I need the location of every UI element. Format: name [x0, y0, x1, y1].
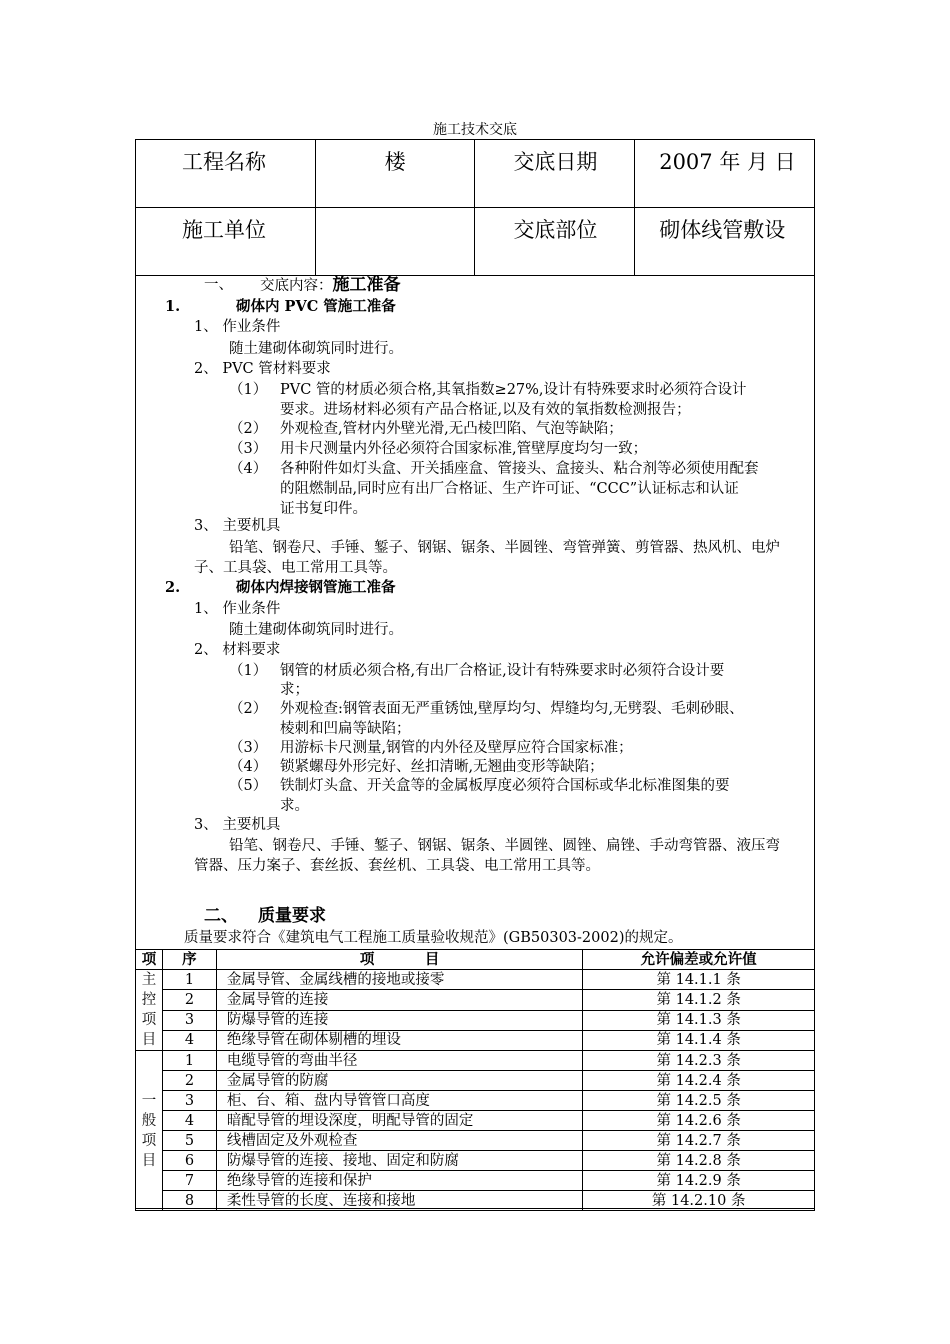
header-row-2 [136, 208, 815, 276]
section2-title: 质量要求 [258, 906, 326, 926]
row-allowance: 第 14.1.1 条 [583, 970, 815, 990]
col-header-category: 项 [136, 950, 163, 970]
row-seq: 3 [162, 1010, 216, 1030]
pvc-condition-text: 随土建砌体砌筑同时进行。 [229, 341, 403, 357]
steel-item-number: （5） [229, 778, 268, 794]
header-row-1 [136, 140, 815, 208]
pvc-material-label: 2、 PVC 管材料要求 [194, 361, 331, 377]
pvc-tools-line: 铅笔、钢卷尺、手锤、錾子、钢锯、锯条、半圆锉、弯管弹簧、剪管器、热风机、电炉 [229, 540, 780, 556]
table-row [136, 990, 815, 1010]
category-char: 一 [141, 1092, 157, 1109]
row-seq: 2 [162, 990, 216, 1010]
document-title: 施工技术交底 [433, 122, 517, 138]
category-char: 目 [141, 1032, 157, 1048]
steel-item-line: 求； [280, 682, 309, 698]
category-char: 目 [141, 1152, 157, 1169]
row-allowance: 第 14.2.9 条 [583, 1171, 815, 1191]
table-row [136, 1030, 815, 1050]
table-row [136, 1010, 815, 1030]
project-name-value: 楼 [315, 140, 475, 208]
steel-condition-text: 随土建砌体砌筑同时进行。 [229, 622, 403, 638]
unit-label: 施工单位 [136, 208, 316, 276]
row-seq: 4 [162, 1111, 216, 1131]
general-category [136, 1051, 163, 1211]
steel-item-number: （4） [229, 759, 268, 775]
table-row [136, 1111, 815, 1131]
pvc-item-number: （1） [229, 382, 268, 398]
table-row [136, 1091, 815, 1111]
section2-text: 质量要求符合《建筑电气工程施工质量验收规范》(GB50303-2002)的规定。 [184, 930, 683, 946]
steel-item-line: 锁紧螺母外形完好、丝扣清晰,无翘曲变形等缺陷； [280, 759, 604, 775]
steel-item-line: 棱刺和凹扁等缺陷； [280, 721, 411, 737]
row-item: 防爆导管的连接、接地、固定和防腐 [216, 1151, 582, 1171]
row-allowance: 第 14.2.3 条 [583, 1051, 815, 1071]
table-row [136, 1071, 815, 1091]
steel-item-number: （1） [229, 663, 268, 679]
row-item: 暗配导管的埋设深度，明配导管的固定 [216, 1111, 582, 1131]
steel-item-line: 外观检查:钢管表面无严重锈蚀,壁厚均匀、焊缝均匀,无劈裂、毛刺砂眼、 [280, 701, 744, 717]
row-seq: 2 [162, 1071, 216, 1091]
row-seq: 8 [162, 1191, 216, 1211]
row-item: 绝缘导管在砌体剔槽的埋设 [216, 1030, 582, 1050]
section1-number: 一、 [204, 277, 233, 293]
pvc-number: 1. [165, 298, 181, 315]
category-char: 控 [141, 992, 157, 1008]
row-allowance: 第 14.2.10 条 [583, 1191, 815, 1211]
row-seq: 3 [162, 1091, 216, 1111]
table-row [136, 1151, 815, 1171]
row-item: 线槽固定及外观检查 [216, 1131, 582, 1151]
pvc-title: 砌体内 PVC 管施工准备 [236, 298, 396, 315]
date-value: 2007 年 月 日 [635, 140, 815, 208]
steel-number: 2. [165, 579, 181, 596]
pvc-item-number: （3） [229, 441, 268, 457]
row-item: 绝缘导管的连接和保护 [216, 1171, 582, 1191]
section1-heading [260, 275, 401, 296]
pvc-item-line: PVC 管的材质必须合格,其氧指数≥27%,设计有特殊要求时必须符合设计 [280, 382, 747, 398]
pvc-item-line: 证书复印件。 [280, 501, 367, 517]
col-header-allowance: 允许偏差或允许值 [583, 950, 815, 970]
col-header-seq: 序 [162, 950, 216, 970]
steel-item-number: （3） [229, 740, 268, 756]
steel-item-line: 铁制灯头盒、开关盒等的金属板厚度必须符合国标或华北标准图集的要 [280, 778, 730, 794]
steel-item-line: 求。 [280, 798, 309, 814]
pvc-condition-label: 1、 作业条件 [194, 319, 281, 335]
pvc-tools-line: 子、工具袋、电工常用工具等。 [194, 560, 397, 576]
pvc-tools-label: 3、 主要机具 [194, 518, 281, 534]
row-allowance: 第 14.2.5 条 [583, 1091, 815, 1111]
date-label: 交底日期 [475, 140, 635, 208]
row-item: 柔性导管的长度、连接和接地 [216, 1191, 582, 1211]
part-value: 砌体线管敷设 [635, 208, 815, 276]
quality-table [135, 949, 815, 1211]
project-header-table [135, 139, 815, 276]
unit-value [315, 208, 475, 276]
row-seq: 1 [162, 1051, 216, 1071]
steel-item-line: 钢管的材质必须合格,有出厂合格证,设计有特殊要求时必须符合设计要 [280, 663, 725, 679]
steel-condition-label: 1、 作业条件 [194, 601, 281, 617]
table-row [136, 1171, 815, 1191]
quality-header-row [136, 950, 815, 970]
main-control-category [136, 970, 163, 1051]
pvc-item-line: 外观检查,管材内外壁光滑,无凸棱凹陷、气泡等缺陷； [280, 421, 623, 437]
pvc-item-line: 用卡尺测量内外径必须符合国家标准,管壁厚度均匀一致； [280, 441, 648, 457]
pvc-item-line: 各种附件如灯头盒、开关插座盒、管接头、盒接头、粘合剂等必须使用配套 [280, 461, 759, 477]
steel-title: 砌体内焊接钢管施工准备 [236, 579, 396, 596]
row-item: 电缆导管的弯曲半径 [216, 1051, 582, 1071]
part-label: 交底部位 [475, 208, 635, 276]
section1-title: 施工准备 [332, 275, 401, 295]
row-seq: 1 [162, 970, 216, 990]
table-row [136, 1191, 815, 1211]
row-item: 防爆导管的连接 [216, 1010, 582, 1030]
row-seq: 5 [162, 1131, 216, 1151]
category-char: 项 [141, 1012, 157, 1028]
pvc-item-number: （2） [229, 421, 268, 437]
table-row [136, 970, 815, 990]
section2-number: 二、 [204, 906, 238, 926]
table-row [136, 1131, 815, 1151]
row-item: 金属导管、金属线槽的接地或接零 [216, 970, 582, 990]
pvc-item-line: 要求。进场材料必须有产品合格证,以及有效的氧指数检测报告； [280, 402, 691, 418]
row-item: 柜、台、箱、盘内导管管口高度 [216, 1091, 582, 1111]
row-seq: 4 [162, 1030, 216, 1050]
table-row [136, 1051, 815, 1071]
pvc-item-number: （4） [229, 461, 268, 477]
row-allowance: 第 14.2.8 条 [583, 1151, 815, 1171]
row-allowance: 第 14.1.2 条 [583, 990, 815, 1010]
steel-item-number: （2） [229, 701, 268, 717]
steel-tools-line: 管器、压力案子、套丝扳、套丝机、工具袋、电工常用工具等。 [194, 858, 600, 874]
row-item: 金属导管的连接 [216, 990, 582, 1010]
section1-prefix: 交底内容： [260, 278, 333, 294]
row-allowance: 第 14.1.4 条 [583, 1030, 815, 1050]
steel-tools-label: 3、 主要机具 [194, 817, 281, 833]
row-seq: 6 [162, 1151, 216, 1171]
category-char: 主 [141, 972, 157, 988]
row-item: 金属导管的防腐 [216, 1071, 582, 1091]
category-char: 般 [141, 1112, 157, 1129]
row-allowance: 第 14.2.6 条 [583, 1111, 815, 1131]
row-allowance: 第 14.1.3 条 [583, 1010, 815, 1030]
row-allowance: 第 14.2.4 条 [583, 1071, 815, 1091]
category-char: 项 [141, 1132, 157, 1149]
pvc-item-line: 的阻燃制品,同时应有出厂合格证、生产许可证、“CCC”认证标志和认证 [280, 481, 739, 497]
row-seq: 7 [162, 1171, 216, 1191]
row-allowance: 第 14.2.7 条 [583, 1131, 815, 1151]
steel-item-line: 用游标卡尺测量,钢管的内外径及壁厚应符合国家标准； [280, 740, 633, 756]
col-header-item: 项 目 [216, 950, 582, 970]
project-name-label: 工程名称 [136, 140, 316, 208]
steel-tools-line: 铅笔、钢卷尺、手锤、錾子、钢锯、锯条、半圆锉、圆锉、扁锉、手动弯管器、液压弯 [229, 838, 780, 854]
steel-material-label: 2、 材料要求 [194, 642, 281, 658]
